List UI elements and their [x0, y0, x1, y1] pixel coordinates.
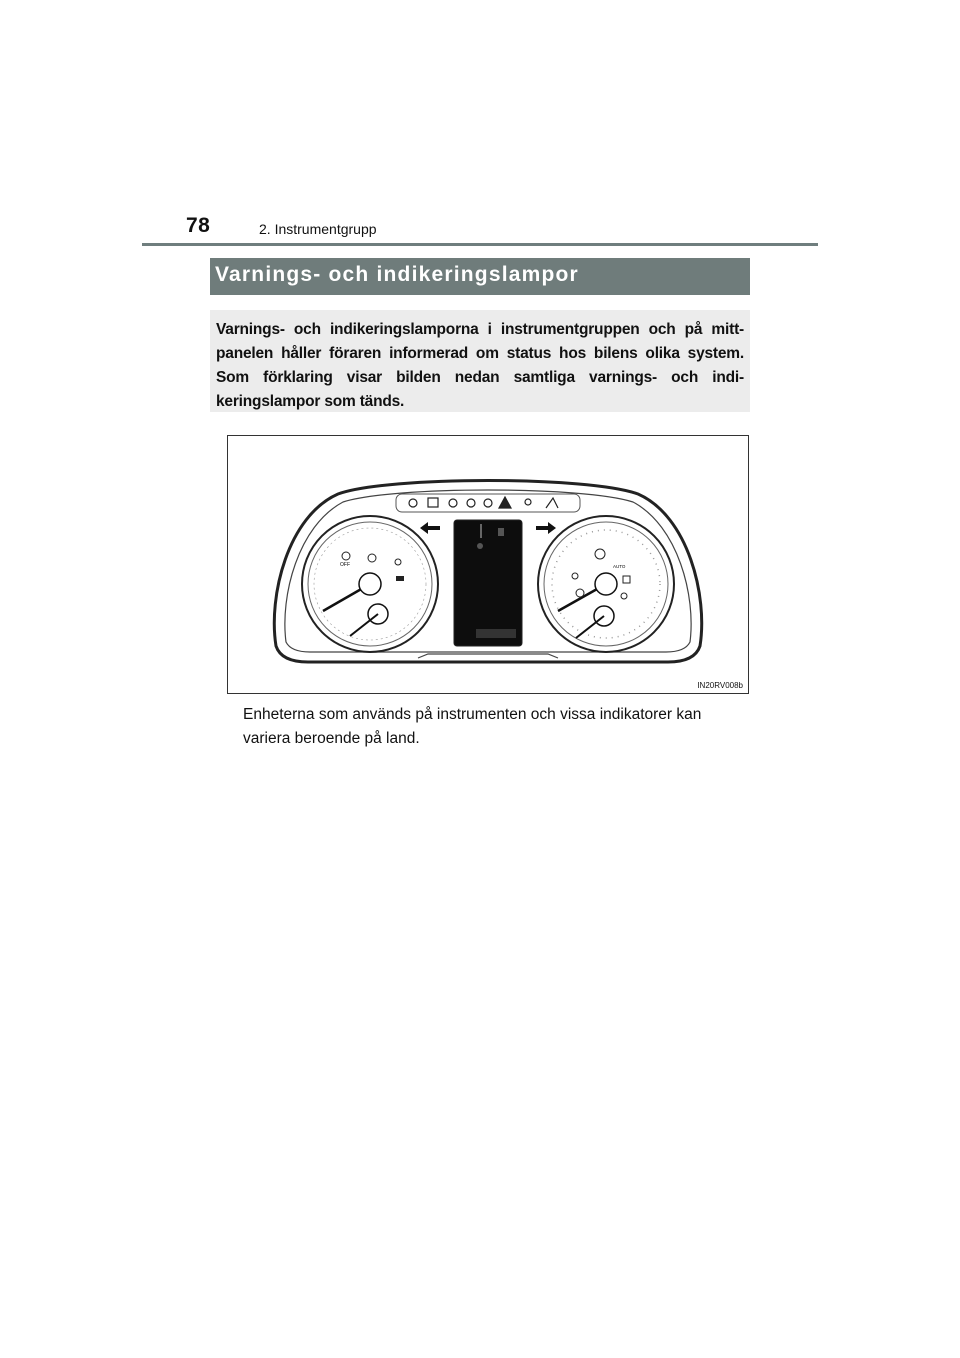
cluster-bottom-bezel [418, 654, 558, 658]
indicator-icons [409, 497, 558, 508]
chapter-title: 2. Instrumentgrupp [259, 221, 377, 237]
left-gauge-off-label: OFF [340, 562, 350, 568]
left-turn-arrow [420, 522, 440, 534]
right-turn-arrow [536, 522, 556, 534]
left-gauge [302, 516, 438, 652]
right-gauge [538, 516, 674, 652]
section-title: Varnings- och indikeringslampor [215, 263, 579, 286]
header-rule [142, 243, 818, 246]
right-gauge-auto-label: AUTO [613, 564, 626, 569]
section-banner [210, 258, 750, 295]
instrument-cluster-figure [227, 435, 749, 694]
center-display-bar [480, 524, 482, 538]
center-display-segment [498, 528, 504, 536]
page-number: 78 [186, 214, 211, 237]
center-display-readout [476, 629, 516, 638]
intro-box [210, 310, 750, 412]
figure-note: Enheterna som används på instrumenten och vissa indikatorer kan variera beroende på land. [243, 706, 702, 747]
center-display-dot [477, 543, 483, 549]
instrument-cluster-illustration [228, 436, 748, 693]
indicator-strip [396, 494, 580, 512]
figure-code: IN20RV008b [697, 681, 743, 690]
intro-text: Varnings- och indikeringslamporna i instrumentgruppen och på mitt-panelen håller föraren informerad om status hos bilens olika system. Som förklaring visar bilden nedan samtliga varnings- och indi-keringslampor som tänds. [216, 321, 744, 410]
center-display [454, 520, 522, 646]
